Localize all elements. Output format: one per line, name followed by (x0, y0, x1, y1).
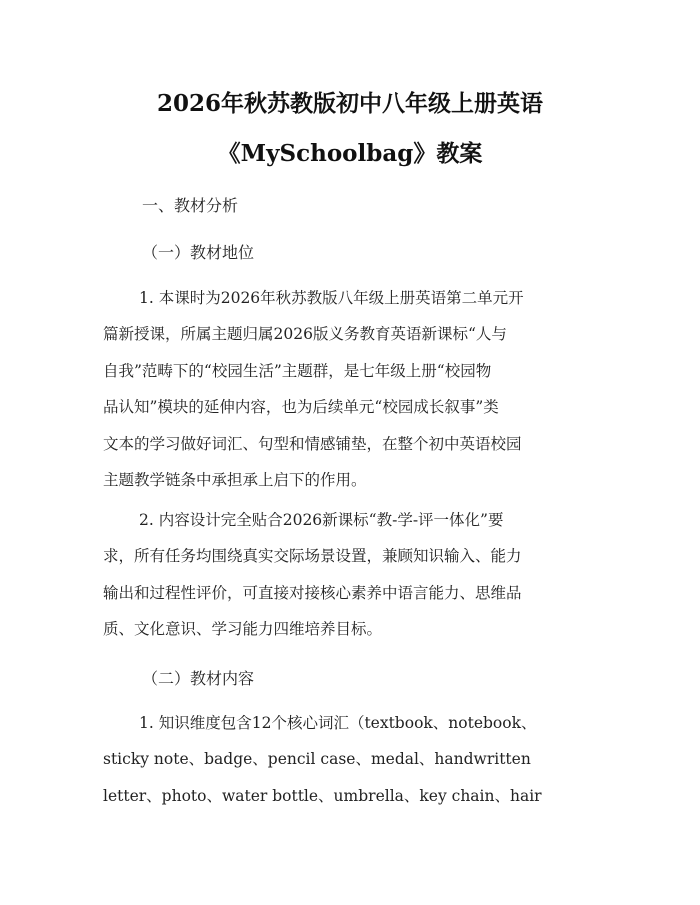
paragraph-1-line: 篇新授课，所属主题归属2026版义务教育英语新课标“人与 (103, 325, 507, 344)
paragraph-1-line: 主题教学链条中承担承上启下的作用。 (103, 471, 367, 490)
subsection-heading-material-position: （一）教材地位 (142, 243, 255, 262)
subsection-heading-material-content: （二）教材内容 (142, 669, 255, 688)
paragraph-1-line: 文本的学习做好词汇、句型和情感铺垫，在整个初中英语校园 (103, 434, 522, 453)
paragraph-2 (103, 502, 599, 648)
paragraph-3-line: letter、photo、water bottle、umbrella、key chain、hair (103, 786, 542, 805)
paragraph-3-line: sticky note、badge、pencil case、medal、handwritten (103, 750, 531, 769)
paragraph-3-line: 1. 知识维度包含12个核心词汇（textbook、notebook、 (139, 714, 537, 732)
paragraph-2-line: 2. 内容设计完全贴合2026新课标“教-学-评一体化”要 (139, 511, 504, 529)
paragraph-1 (103, 280, 599, 498)
paragraph-1-line: 1. 本课时为2026年秋苏教版八年级上册英语第二单元开 (139, 289, 524, 307)
paragraph-3 (103, 705, 599, 814)
section-heading-material-analysis: 一、教材分析 (142, 196, 239, 215)
paragraph-2-line: 求，所有任务均围绕真实交际场景设置，兼顾知识输入、能力 (103, 547, 522, 566)
document-title-line2: 《MySchoolbag》教案 (217, 140, 483, 167)
paragraph-1-line: 自我”范畴下的“校园生活”主题群，是七年级上册“校园物 (103, 361, 492, 380)
paragraph-2-line: 输出和过程性评价，可直接对接核心素养中语言能力、思维品 (103, 583, 522, 602)
paragraph-1-line: 品认知”模块的延伸内容，也为后续单元“校园成长叙事”类 (103, 398, 499, 417)
paragraph-2-line: 质、文化意识、学习能力四维培养目标。 (103, 620, 383, 639)
document-title-line1: 2026年秋苏教版初中八年级上册英语 (156, 90, 543, 117)
